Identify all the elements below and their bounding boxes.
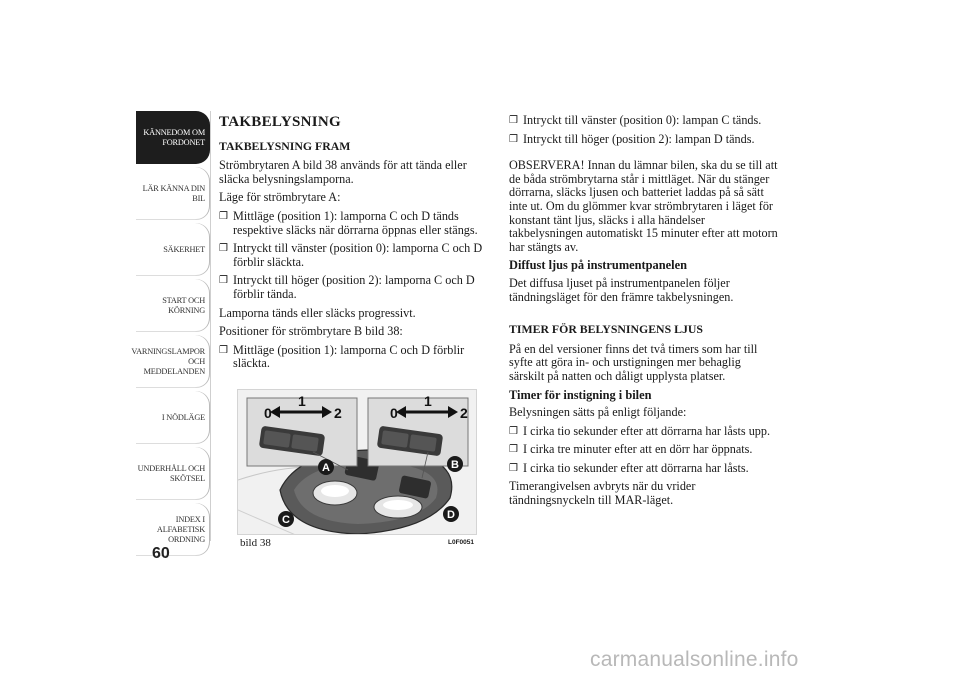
roof-light-illustration xyxy=(238,390,477,535)
pos1-label-b: 1 xyxy=(424,393,432,409)
label-c: C xyxy=(282,514,290,526)
label-a: A xyxy=(322,462,330,474)
watermark: carmanualsonline.info xyxy=(590,648,799,671)
list-item: ❒ I cirka tre minuter efter att en dörr har öppnats. xyxy=(509,442,753,457)
checkbox-icon: ❒ xyxy=(509,462,518,474)
tab-kannedom-om-fordonet[interactable]: KÄNNEDOM OM FORDONET xyxy=(136,111,210,164)
tab-index[interactable]: INDEX I ALFABETISK ORDNING xyxy=(136,503,210,556)
checkbox-icon: ❒ xyxy=(219,344,228,356)
section-title: TAKBELYSNING xyxy=(219,114,341,130)
list-item: ❒ I cirka tio sekunder efter att dörrarna har låsts. xyxy=(509,460,749,475)
page-number: 60 xyxy=(152,545,170,562)
tab-lar-kanna-din-bil[interactable]: LÄR KÄNNA DIN BIL xyxy=(136,167,210,220)
paragraph: Belysningen sätts på enligt följande: xyxy=(509,405,687,420)
sidebar-divider xyxy=(210,111,211,541)
list-item: ❒ Mittläge (position 1): lamporna C och D tänds respektive släcks när dörrarna öppnas eller stängs. xyxy=(219,208,478,237)
checkbox-icon: ❒ xyxy=(219,243,228,255)
list-item: ❒ I cirka tio sekunder efter att dörrarna har låsts upp. xyxy=(509,423,771,438)
list-item: ❒ Mittläge (position 1): lamporna C och D förblir släckta. xyxy=(219,342,465,371)
right-column xyxy=(509,114,779,513)
tab-varningslampor[interactable]: VARNINGSLAMPOR OCH MEDDELANDEN xyxy=(136,335,210,388)
note-paragraph: OBSERVERA! Innan du lämnar bilen, ska du se till att de båda strömbrytarna står i mittläget. När du stänger dörrarna, släcks ljusen och batteriet laddas på så sätt inte ut. Om du glömmer kvar strömbrytaren i läget för konstant tänt ljus, släcks i alla händelser takbelysningen automatiskt 15 minuter efter att motorn har stängts av. xyxy=(509,158,778,254)
list-item: ❒ Intryckt till vänster (position 0): lamporna C och D förblir släckta. xyxy=(219,241,483,269)
figure-code: L0F0051 xyxy=(448,539,475,546)
heading-entry-timer: Timer för instigning i bilen xyxy=(509,387,652,402)
checkbox-icon: ❒ xyxy=(509,115,518,126)
paragraph: Positioner för strömbrytare B bild 38: xyxy=(219,324,403,339)
heading-timer: TIMER FÖR BELYSNINGENS LJUS xyxy=(509,322,703,337)
tab-sakerhet[interactable]: SÄKERHET xyxy=(136,223,210,276)
checkbox-icon: ❒ xyxy=(219,210,228,222)
checkbox-icon: ❒ xyxy=(219,275,228,287)
checkbox-icon: ❒ xyxy=(509,133,518,145)
paragraph: Strömbrytaren A bild 38 används för att tända eller släcka belysningslamporna. xyxy=(219,158,467,186)
chapter-sidebar xyxy=(131,111,210,559)
pos1-label: 1 xyxy=(298,393,306,409)
paragraph: Det diffusa ljuset på instrumentpanelen följer tändningsläget för den främre takbelysningen. xyxy=(509,275,734,304)
figure-caption: bild 38 xyxy=(240,537,271,549)
pos0-label: 0 xyxy=(264,405,272,421)
tab-underhall-och-skotsel[interactable]: UNDERHÅLL OCH SKÖTSEL xyxy=(136,447,210,500)
heading-diffuse-light: Diffust ljus på instrumentpanelen xyxy=(509,258,687,273)
list-item: ❒ Intryckt till höger (position 2): lamporna C och D förblir tända. xyxy=(219,273,475,301)
list-item: ❒ Intryckt till höger (position 2): lampan D tänds. xyxy=(509,131,755,146)
paragraph: På en del versioner finns det två timers som har till syfte att göra in- och urstigningen mer behaglig särskilt på natten och dåligt upplysta platser. xyxy=(509,341,758,383)
section-subtitle: TAKBELYSNING FRAM xyxy=(219,138,351,153)
list-item: ❒ Intryckt till vänster (position 0): lampan C tänds. xyxy=(509,113,762,127)
tab-i-nodlage[interactable]: I NÖDLÄGE xyxy=(136,391,210,444)
paragraph: Timerangivelsen avbryts när du vrider tändningsnyckeln till MAR-läget. xyxy=(509,479,696,508)
checkbox-icon: ❒ xyxy=(509,425,518,437)
left-column xyxy=(219,114,489,376)
paragraph: Läge för strömbrytare A: xyxy=(219,190,341,205)
checkbox-icon: ❒ xyxy=(509,444,518,456)
pos2-label-b: 2 xyxy=(460,405,468,421)
pos0-label-b: 0 xyxy=(390,405,398,421)
tab-start-och-korning[interactable]: START OCH KÖRNING xyxy=(136,279,210,332)
figure-roof-light xyxy=(237,389,477,535)
paragraph: Lamporna tänds eller släcks progressivt. xyxy=(219,305,416,320)
label-b: B xyxy=(451,459,459,471)
pos2-label: 2 xyxy=(334,405,342,421)
label-d: D xyxy=(447,509,455,521)
